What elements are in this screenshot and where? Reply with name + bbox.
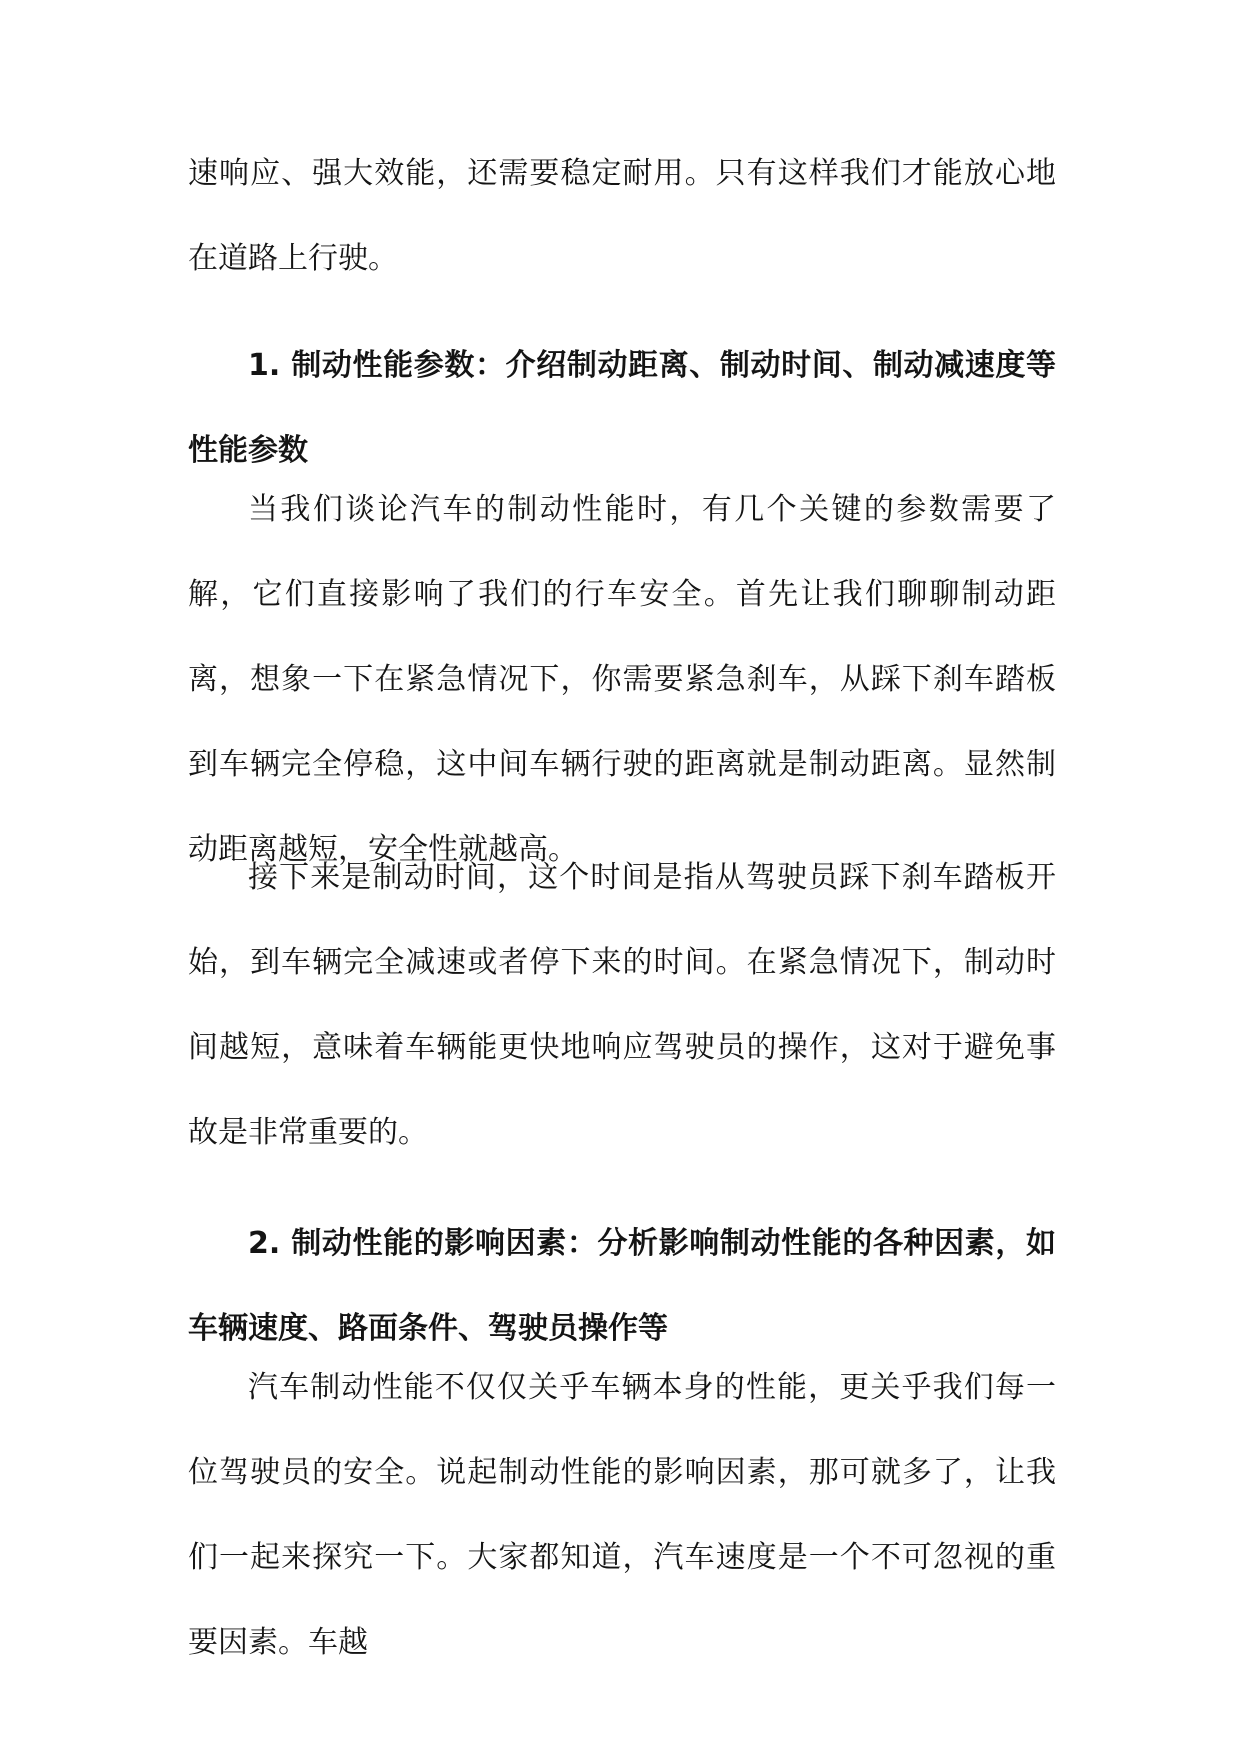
section-heading-1: 1. 制动性能参数：介绍制动距离、制动时间、制动减速度等性能参数 bbox=[188, 348, 1056, 468]
body-paragraph: 汽车制动性能不仅仅关乎车辆本身的性能，更关乎我们每一位驾驶员的安全。说起制动性能的影响因素，那可就多了，让我们一起来探究一下。大家都知道，汽车速度是一个不可忽视的重要因素。车越 bbox=[188, 1370, 1056, 1660]
section-heading-2: 2. 制动性能的影响因素：分析影响制动性能的各种因素，如车辆速度、路面条件、驾驶员操作等 bbox=[188, 1226, 1056, 1346]
body-paragraph-continued: 速响应、强大效能，还需要稳定耐用。只有这样我们才能放心地在道路上行驶。 bbox=[188, 156, 1056, 276]
body-paragraph: 接下来是制动时间，这个时间是指从驾驶员踩下刹车踏板开始，到车辆完全减速或者停下来的时间。在紧急情况下，制动时间越短，意味着车辆能更快地响应驾驶员的操作，这对于避免事故是非常重要的。 bbox=[188, 860, 1056, 1150]
body-paragraph: 当我们谈论汽车的制动性能时，有几个关键的参数需要了解，它们直接影响了我们的行车安全。首先让我们聊聊制动距离，想象一下在紧急情况下，你需要紧急刹车，从踩下刹车踏板到车辆完全停稳，这中间车辆行驶的距离就是制动距离。显然制动距离越短，安全性就越高。 bbox=[188, 492, 1056, 867]
